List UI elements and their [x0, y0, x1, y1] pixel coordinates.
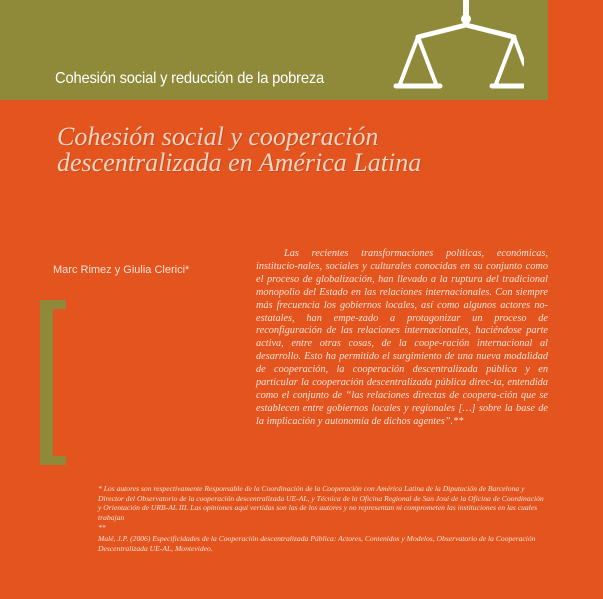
reference-marker: ** [98, 523, 106, 533]
article-authors: Marc Rimez y Giulia Clerici* [53, 264, 190, 276]
section-title: Cohesión social y reducción de la pobreza [55, 70, 325, 87]
reference-footnote: Malé, J.P. (2006) Especificidades de la Cooperación descentralizada Pública: Actores, Contenidos y Modelos, Observatorio de la Cooperación Descentralizada UE-AL, Montevideo. [98, 533, 536, 553]
scale-of-justice-icon [392, 0, 524, 96]
decorative-bracket [40, 300, 66, 465]
author-footnote: * Los autores son respectivamente Responsable de la Coordinación de la Cooperación con América Latina de la Diputación de Barcelona y Director del Observatorio de la cooperación descentralizada UE-AL, y Técnica de la Oficina Regional de San José de la Oficina de Coordinación y Orientación de URB-AL III. Las opiniones aquí vertidas son las de los autores y no representan ni comprometen las instituciones en las cuales trabajan [98, 484, 544, 522]
article-title: Cohesión social y cooperación descentralizada en América Latina [57, 122, 422, 177]
article-abstract: Las recientes transformaciones políticas, económicas, institucio-nales, sociales y culturales conocidas en su conjunto como el proceso de globalización, han llevado a la ruptura del tradicional monopolio del Estado en las relaciones internacionales. Con siempre más frecuencia los gobiernos locales, así como algunos actores no-estatales, han empe-zado a protagonizar un proceso de reconfiguración de las relaciones internacionales, haciéndose parte activa, entre otras cosas, de la coope-ración internacional al desarrollo. Esto ha permitido el surgimiento de una nueva modalidad de cooperación, la cooperación descentralizada pública y en particular la cooperación descentralizada pública direc-ta, entendida como el conjunto de “las relaciones directas de coopera-ción que se establecen entre gobiernos locales y regionales […] sobre la base de la implicación y autonomía de dichos agentes”.** [256, 248, 548, 427]
footnotes [98, 484, 548, 554]
header-corner [548, 0, 603, 100]
